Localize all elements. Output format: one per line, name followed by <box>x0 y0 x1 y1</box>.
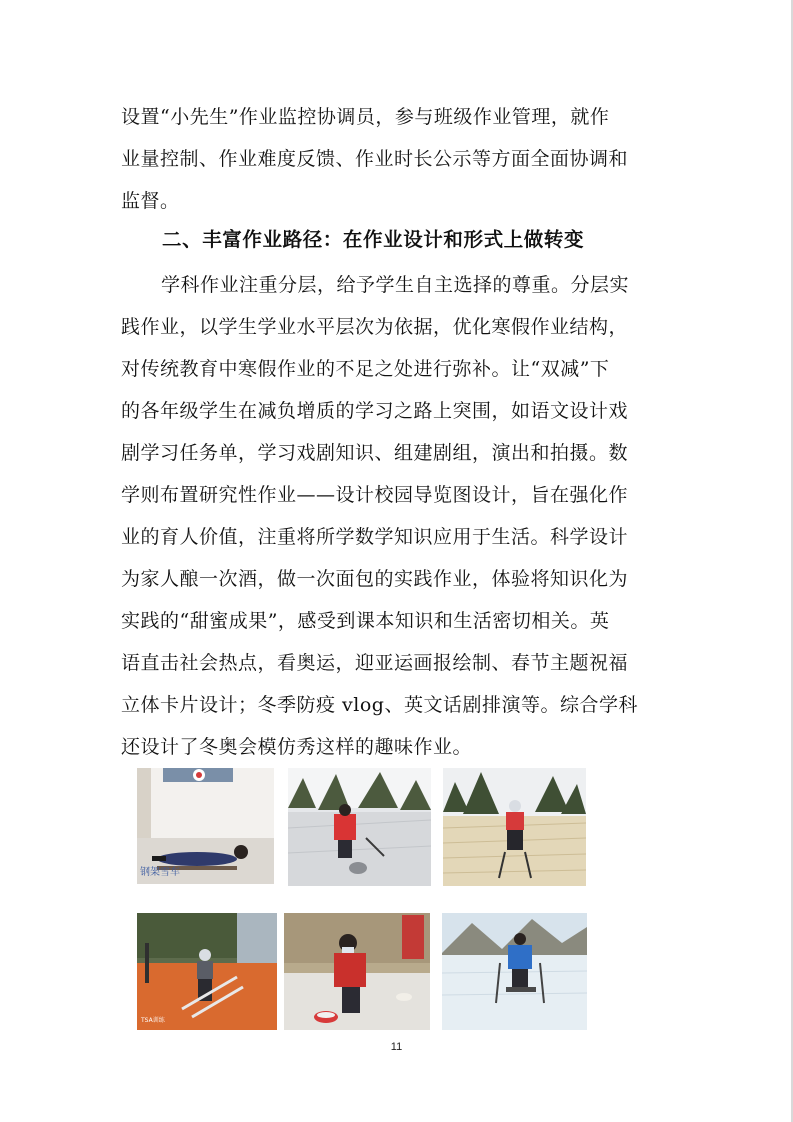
text-line: 业的育人价值，注重将所学数学知识应用于生活。科学设计 <box>121 526 629 548</box>
text-line: 学则布置研究性作业——设计校园导览图设计，旨在强化作 <box>121 484 629 506</box>
text-line: 践作业，以学生学业水平层次为依据，优化寒假作业结构， <box>121 316 629 338</box>
text-line: 还设计了冬奥会模仿秀这样的趣味作业。 <box>121 736 473 758</box>
text-line: 的各年级学生在减负增质的学习之路上突围，如语文设计戏 <box>121 400 629 422</box>
text-line: 业量控制、作业难度反馈、作业时长公示等方面全面协调和 <box>121 148 629 170</box>
paragraph-intro <box>121 96 673 222</box>
photo-indoor-curling <box>284 913 430 1030</box>
text-line: 对传统教育中寒假作业的不足之处进行弥补。让“双减”下 <box>121 358 610 380</box>
text-line: 实践的“甜蜜成果”，感受到课本知识和生活密切相关。英 <box>121 610 610 632</box>
photo-caption: TSA训练 <box>141 1017 165 1024</box>
text-line: 设置“小先生”作业监控协调员，参与班级作业管理，就作 <box>121 106 610 128</box>
photo-ski-trainer <box>137 913 277 1030</box>
paragraph-body <box>121 264 673 768</box>
text-line: 立体卡片设计；冬季防疫 vlog、英文话剧排演等。综合学科 <box>121 694 638 716</box>
text-line: 学科作业注重分层，给予学生自主选择的尊重。分层实 <box>161 274 630 296</box>
text-line: 语直击社会热点，看奥运，迎亚运画报绘制、春节主题祝福 <box>121 652 629 674</box>
photo-ice-sled <box>442 913 587 1030</box>
photo-skiing <box>443 768 586 886</box>
text-line: 为家人酿一次酒，做一次面包的实践作业，体验将知识化为 <box>121 568 629 590</box>
photo-skeleton-sled <box>137 768 274 884</box>
photo-caption: 钢架雪车 <box>140 867 180 878</box>
section-heading: 二、丰富作业路径：在作业设计和形式上做转变 <box>162 228 585 251</box>
page-number: 11 <box>390 1041 403 1053</box>
text-line: 剧学习任务单，学习戏剧知识、组建剧组，演出和拍摄。数 <box>121 442 629 464</box>
photo-outdoor-curling <box>288 768 431 886</box>
text-line: 监督。 <box>121 190 180 212</box>
